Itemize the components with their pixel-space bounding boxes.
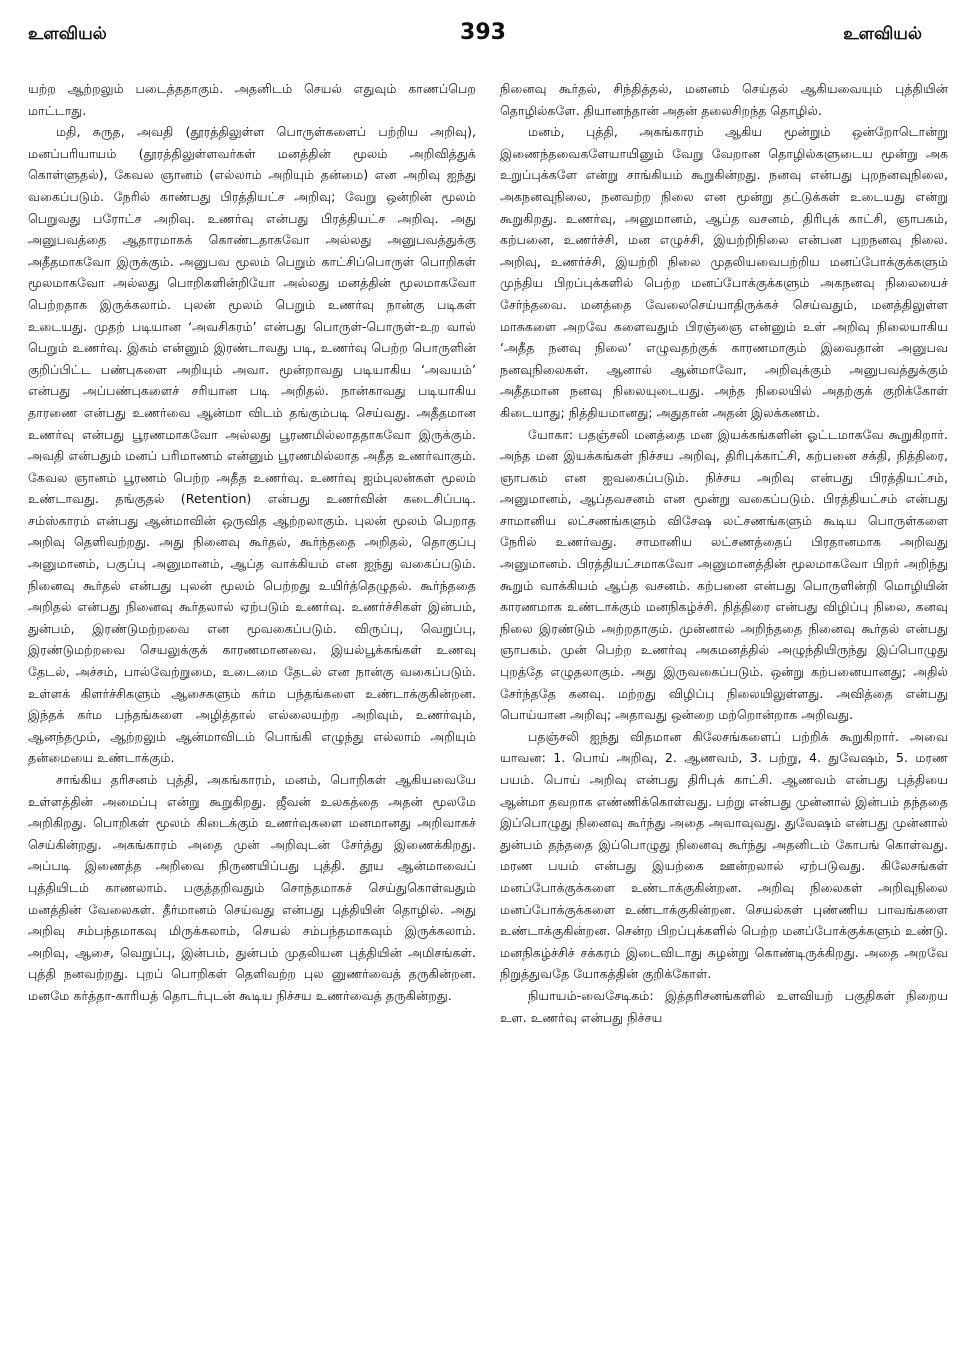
paragraph: யோகா: பதஞ்சலி மனத்தை மன இயக்கங்களின் ஓட்டமாகவே கூறுகிறார். அந்த மன இயக்கங்கள் நிச்சய அறிவு, திரிபுக்காட்சி, கற்பனை சக்தி, நித்திரை, ஞாபகம் என ஐவகைப்படும். நிச்சய அறிவு என்பது பிரத்தியட்சம், அனுமானம், ஆப்தவசனம் என மூன்று வகைப்படும். பிரத்தியட்சம் என்பது சாமானிய லட்சணங்களும் விசேஷ லட்சணங்களும் கூடிய பொருள்களை நேரில் உணர்வது. சாமானிய லட்சணத்தைப் பிரதானமாக அறிவது அனுமானம். பிரத்தியட்சமாகவோ அனுமானத்தின் மூலமாகவோ பிறர் அறிந்து கூறும் வாக்கியம் ஆப்த வசனம். கற்பனை என்பது பொருளின்றி மொழியின் காரணமாக உண்டாக்கும் மனநிகழ்ச்சி. நித்திரை என்பது விழிப்பு நிலை, கனவு நிலை இரண்டும் அற்றதாகும். முன்னால் அறிந்ததை நினைவு கூர்தல் என்பது ஞாபகம். முன் பெற்ற உணர்வு அகமனத்தில் அழுந்தியிருந்து இப்பொழுது புறத்தே எழுதலாகும். அது இருவகைப்படும். ஒன்று கற்பனையானது; அதில் சேர்ந்ததே கனவு. மற்றது விழிப்பு நிலையிலுள்ளது. அவித்தை என்பது பொய்யான அறிவு; அதாவது ஒன்றை மற்றொன்றாக அறிவது.	[500, 426, 948, 723]
paragraph: நியாயம்-வைசேடிகம்: இத்தரிசனங்களில் உளவியற் பகுதிகள் நிறைய உள. உணர்வு என்பது நிச்சய	[500, 987, 948, 1025]
left-column	[28, 78, 476, 1350]
paragraph: நினைவு கூர்தல், சிந்தித்தல், மனனம் செய்தல் ஆகியவையும் புத்தியின் தொழில்களே. தியானந்தான் அதன் தலைசிறந்த தொழில்.	[500, 81, 948, 118]
running-header-left: உளவியல்	[28, 24, 107, 44]
paragraph: மனம், புத்தி, அகங்காரம் ஆகிய மூன்றும் ஒன்றோடொன்று இணைந்தவைகளேயாயினும் வேறு வேறான தொழில்களுடைய மூன்று அக உறுப்புக்களே என்று சாங்கியம் கூறுகின்றது. நனவு என்பது புறநனவுநிலை, அகநனவுநிலை, நனவற்ற நிலை என மூன்று தட்டுக்கள் உடையது என்று கூறுகிறது. உணர்வு, அனுமானம், ஆப்த வசனம், திரிபுக் காட்சி, ஞாபகம், கற்பனை, உணர்ச்சி, மன எழுச்சி, இயற்றிநிலை என்பன புறநனவு நிலை. அறிவு, உணர்ச்சி, இயற்றி நிலை முதலியவைபற்றிய மனப்போக்குக்களும் முந்திய பிறப்புக்களில் பெற்ற மனப்போக்குக்களும் அகநனவு நிலையைச் சேர்ந்தவை. மனத்தை வேலைசெய்யாதிருக்கச் செய்வதும், மனத்திலுள்ள மாசுகளை அறவே களைவதும் பிரஞ்ஞை என்னும் உள் அறிவு நிலையாகிய ‘அதீத நனவு நிலை’ எழுவதற்குக் காரணமாகும் இவைதான் அனுபவ நனவுநிலைகள். ஆனால் ஆன்மாவோ, அறிவுக்கும் அனுபவத்துக்கும் அதீதமான நனவு நிலையுடையது. அந்த நிலையில் அதற்குக் குறிக்கோள் கிடையாது; நித்தியமானது; அதுதான் அதன் இலக்கணம்.	[500, 124, 948, 420]
paragraph: சாங்கிய தரிசனம் புத்தி, அகங்காரம், மனம், பொறிகள் ஆகியவையே உள்ளத்தின் அமைப்பு என்று கூறுகிறது. ஜீவன் உலகத்தை அதன் மூலமே அறிகிறது. பொறிகள் மூலம் கிடைக்கும் உணர்வுகளை மனமானது அறிவாகச் செய்கின்றது. அகங்காரம் அதை முன் அறிவுடன் சேர்த்து இணைக்கிறது. அப்படி இணைத்த அறிவை நிருணயிப்பது புத்தி. தூய ஆன்மாவைப் புத்தியிடம் காணலாம். பகுத்தறிவதும் சொந்தமாகச் செய்துகொள்வதும் மனத்தின் வேலைகள். தீர்மானம் செய்வது என்பது புத்தியின் தொழில். அது அறிவு சம்பந்தமாகவு மிருக்கலாம், செயல் சம்பந்தமாகவும் இருக்கலாம். அறிவு, ஆசை, வெறுப்பு, இன்பம், துன்பம் முதலியன புத்தியின் அமிசங்கள். புத்தி நனவற்றது. புறப் பொறிகள் தெளிவற்ற புல னுணர்வைத் தருகின்றன. மனமே கர்த்தா-காரியத் தொடர்புடன் கூடிய நிச்சய உணர்வைத் தருகின்றது.	[28, 772, 476, 1003]
paragraph: மதி, சுருத, அவதி (தூரத்திலுள்ள பொருள்களைப் பற்றிய அறிவு), மனப்பரியாயம் (தூரத்திலுள்ளவர்கள் மனத்தின் மூலம் அறிவித்துக் கொள்ளுதல்), கேவல ஞானம் (எல்லாம் அறியும் தன்மை) என அறிவு ஐந்து வகைப்படும். நேரில் காண்பது பிரத்தியட்ச அறிவு; வேறு ஒன்றின் மூலம் பெறுவது பரோட்ச அறிவு. உணர்வு என்பது பிரத்தியட்ச அறிவு. அது அனுபவத்தை ஆதாரமாகக் கொண்டதாகவோ அல்லது அனுபவத்துக்கு அதீதமாகவோ இருக்கும். அனுபவ மூலம் பெறும் காட்சிப்பொருள் பொறிகள் மூலமாகவோ அல்லது பொறிகளின்றியோ அல்லது மனத்தின் மூலமாகவோ பெற்றதாக இருக்கலாம். புலன் மூலம் பெறும் உணர்வு நான்கு படிகள் உடையது. முதற் படியான ‘அவசிகரம்’ என்பது பொருள்-பொருள்-உற வால் பெறும் உணர்வு. இகம் என்னும் இரண்டாவது படி, உணர்வு பெற்ற பொருளின் குறிப்பிட்ட பண்புகளை அறியும் அவா. மூன்றாவது படியாகிய ‘அவயம்’ என்பது அப்பண்புகளைச் சரியான படி அறிதல். நான்காவது படியாகிய தாரணை என்பது உணர்வை ஆன்மா விடம் தங்கும்படி செய்வது. அதீதமான உணர்வு என்பது பூரணமாகவோ அல்லது பூரணமில்லாததாகவோ இருக்கும். அவதி என்பதும் மனப் பரிமாணம் என்னும் பூரணமில்லாத அதீத உணர்வாகும். கேவல ஞானம் பூரணம் பெற்ற அதீத உணர்வு. உணர்வு ஐம்புலன்கள் மூலம் உண்டாவது. தங்குதல் (Retention) என்பது உணர்வின் கடைசிப்படி. சம்ஸ்காரம் என்பது ஆன்மாவின் ஒருவித ஆற்றலாகும். புலன் மூலம் பெறாத அறிவு தெளிவற்றது. அது நினைவு கூர்தல், கூர்ந்ததை அறிதல், தொகுப்பு அனுமானம், பகுப்பு அனுமானம், ஆப்த வாக்கியம் என ஐந்து வகைப்படும். நினைவு கூர்தல் என்பது புலன் மூலம் பெற்றது உயிர்த்தெழுதல். கூர்ந்ததை அறிதல் என்பது நினைவு கூர்தலால் ஏற்படும் உணர்வு. உணர்ச்சிகள் இன்பம், துன்பம், இரண்டுமற்றவை என மூவகைப்படும். விருப்பு, வெறுப்பு, இரண்டுமற்றவை செயலுக்குக் காரணமானவை. இயல்பூக்கங்கள் உணவு தேடல், அச்சம், பால்வேற்றுமை, உடைமை தேடல் என நான்கு வகைப்படும். உள்ளக் கிளர்ச்சிகளும் ஆசைகளும் கர்ம பந்தங்களை உண்டாக்குகின்றன. இந்தக் கர்ம பந்தங்களை அழித்தால் எல்லையற்ற அறிவும், உணர்வும், ஆனந்தமும், ஆற்றலும் ஆன்மாவிடம் பொங்கி எழுந்து எல்லாம் அறியும் தன்மையை உண்டாக்கும்.	[28, 124, 476, 766]
running-header-right: உளவியல்	[843, 24, 922, 44]
paragraph: பதஞ்சலி ஐந்து விதமான கிலேசங்களைப் பற்றிக் கூறுகிறார். அவை யாவன: 1. பொய் அறிவு, 2. ஆணவம், 3. பற்று, 4. துவேஷம், 5. மரண பயம். பொய் அறிவு என்பது திரிபுக் காட்சி. ஆணவம் என்பது புத்தியை ஆன்மா தவறாக எண்ணிக்கொள்வது. பற்று என்பது முன்னால் இன்பம் தந்ததை இப்பொழுது நினைவு கூர்ந்து அதை அவாவுவது. துவேஷம் என்பது முன்னால் துன்பம் தந்ததை இப்பொழுது நினைவு கூர்ந்து அதனிடம் கோபங் கொள்வது. மரண பயம் என்பது இயற்கை ஊன்றலால் ஏற்படுவது. கிலேசங்கள் மனப்போக்குக்களை உண்டாக்குகின்றன. அறிவு நிலைகள் அறிவுநிலை மனப்போக்குக்களை உண்டாக்குகின்றன. செயல்கள் புண்ணிய பாவங்களை உண்டாக்குகின்றன. சென்ற பிறப்புக்களில் பெற்ற மனப்போக்குக்களும் உண்டு. மனநிகழ்ச்சிச் சக்கரம் இடைவிடாது சுழன்று கொண்டிருக்கிறது. அதை அறவே நிறுத்துவதே யோகத்தின் குறிக்கோள்.	[500, 728, 948, 982]
paragraph: யற்ற ஆற்றலும் படைத்ததாகும். அதனிடம் செயல் எதுவும் காணப்பெற மாட்டாது.	[28, 81, 476, 118]
right-column	[500, 78, 948, 1350]
page-number: 393	[460, 20, 506, 45]
